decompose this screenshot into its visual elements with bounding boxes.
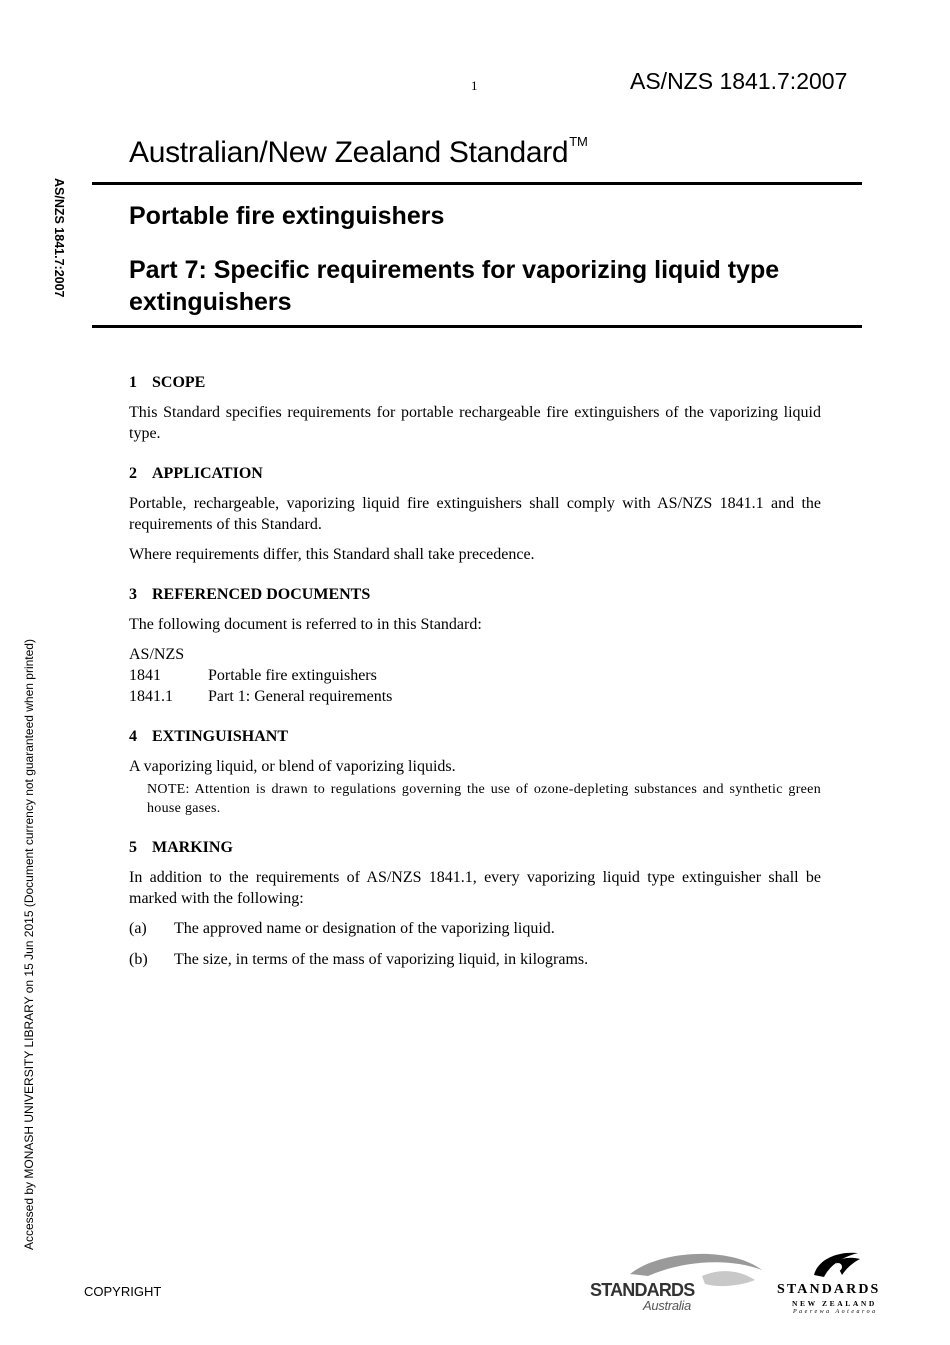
section-title: REFERENCED DOCUMENTS xyxy=(152,586,371,603)
section-number: 1 xyxy=(129,374,137,391)
standards-new-zealand-logo-graphic xyxy=(808,1249,864,1279)
list-item xyxy=(129,918,821,939)
document-title: Portable fire extinguishers xyxy=(129,202,445,230)
section-referenced-documents xyxy=(129,584,821,707)
section-title: EXTINGUISHANT xyxy=(152,728,289,745)
trademark-mark: TM xyxy=(569,134,588,149)
reference-row xyxy=(129,686,821,707)
section-heading xyxy=(129,463,821,484)
reference-code: 1841.1 xyxy=(129,688,173,705)
standards-nz-subtext: NEW ZEALAND xyxy=(792,1299,877,1308)
access-watermark: Accessed by MONASH UNIVERSITY LIBRARY on 15 Jun 2015 (Document currency not guaranteed when printed) xyxy=(22,639,36,1250)
section-title: APPLICATION xyxy=(152,465,263,482)
standards-nz-maori-subtext: Paerewa Aotearoa xyxy=(793,1309,878,1315)
bottom-rule xyxy=(92,325,862,328)
page-number: 1 xyxy=(471,78,478,93)
list-item-label: (a) xyxy=(129,920,147,937)
standards-australia-wordmark: STANDARDS xyxy=(590,1280,695,1300)
section-extinguishant xyxy=(129,726,821,818)
list-item-text: The size, in terms of the mass of vaporizing liquid, in kilograms. xyxy=(174,951,589,968)
list-item xyxy=(129,949,821,970)
section-title: MARKING xyxy=(152,839,233,856)
section-scope xyxy=(129,372,821,444)
extinguishant-note: NOTE: Attention is drawn to regulations governing the use of ozone-depleting substances and synthetic green house gases. xyxy=(147,782,821,816)
reference-group-label: AS/NZS xyxy=(129,646,185,663)
standard-type-text: Australian/New Zealand Standard xyxy=(129,136,569,169)
standards-nz-wordmark: STANDARDS xyxy=(777,1282,881,1297)
standard-type-heading xyxy=(129,136,587,170)
section-heading xyxy=(129,372,821,393)
section-marking xyxy=(129,837,821,970)
copyright-label: COPYRIGHT xyxy=(84,1284,162,1299)
standard-code: AS/NZS 1841.7:2007 xyxy=(630,68,848,94)
document-part-title: Part 7: Specific requirements for vaporizing liquid type extinguishers xyxy=(129,256,780,316)
reference-title: Portable fire extinguishers xyxy=(208,667,377,684)
section-heading xyxy=(129,584,821,605)
section-number: 3 xyxy=(129,586,137,603)
marking-text: In addition to the requirements of AS/NZS 1841.1, every vaporizing liquid type extinguisher shall be marked with the following: xyxy=(129,869,821,907)
section-heading xyxy=(129,726,821,747)
reference-title: Part 1: General requirements xyxy=(208,688,393,705)
extinguishant-text: A vaporizing liquid, or blend of vaporizing liquids. xyxy=(129,758,456,775)
section-number: 4 xyxy=(129,728,137,745)
list-item-text: The approved name or designation of the vaporizing liquid. xyxy=(174,920,555,937)
section-application xyxy=(129,463,821,565)
section-title: SCOPE xyxy=(152,374,206,391)
document-body xyxy=(129,372,821,989)
side-standard-code: AS/NZS 1841.7:2007 xyxy=(52,178,66,298)
section-number: 5 xyxy=(129,839,137,856)
section-heading xyxy=(129,837,821,858)
section-number: 2 xyxy=(129,465,137,482)
top-rule xyxy=(92,182,862,185)
reference-row xyxy=(129,665,821,686)
application-precedence-text: Where requirements differ, this Standard shall take precedence. xyxy=(129,546,535,563)
reference-code: 1841 xyxy=(129,667,161,684)
scope-text: This Standard specifies requirements for portable rechargeable fire extinguishers of the vaporizing liquid type. xyxy=(129,404,821,442)
application-text: Portable, rechargeable, vaporizing liquid fire extinguishers shall comply with AS/NZS 1841.1 and the requirements of this Standard. xyxy=(129,495,821,533)
list-item-label: (b) xyxy=(129,951,148,968)
standards-australia-subtext: Australia xyxy=(643,1298,691,1313)
references-intro: The following document is referred to in this Standard: xyxy=(129,616,482,633)
